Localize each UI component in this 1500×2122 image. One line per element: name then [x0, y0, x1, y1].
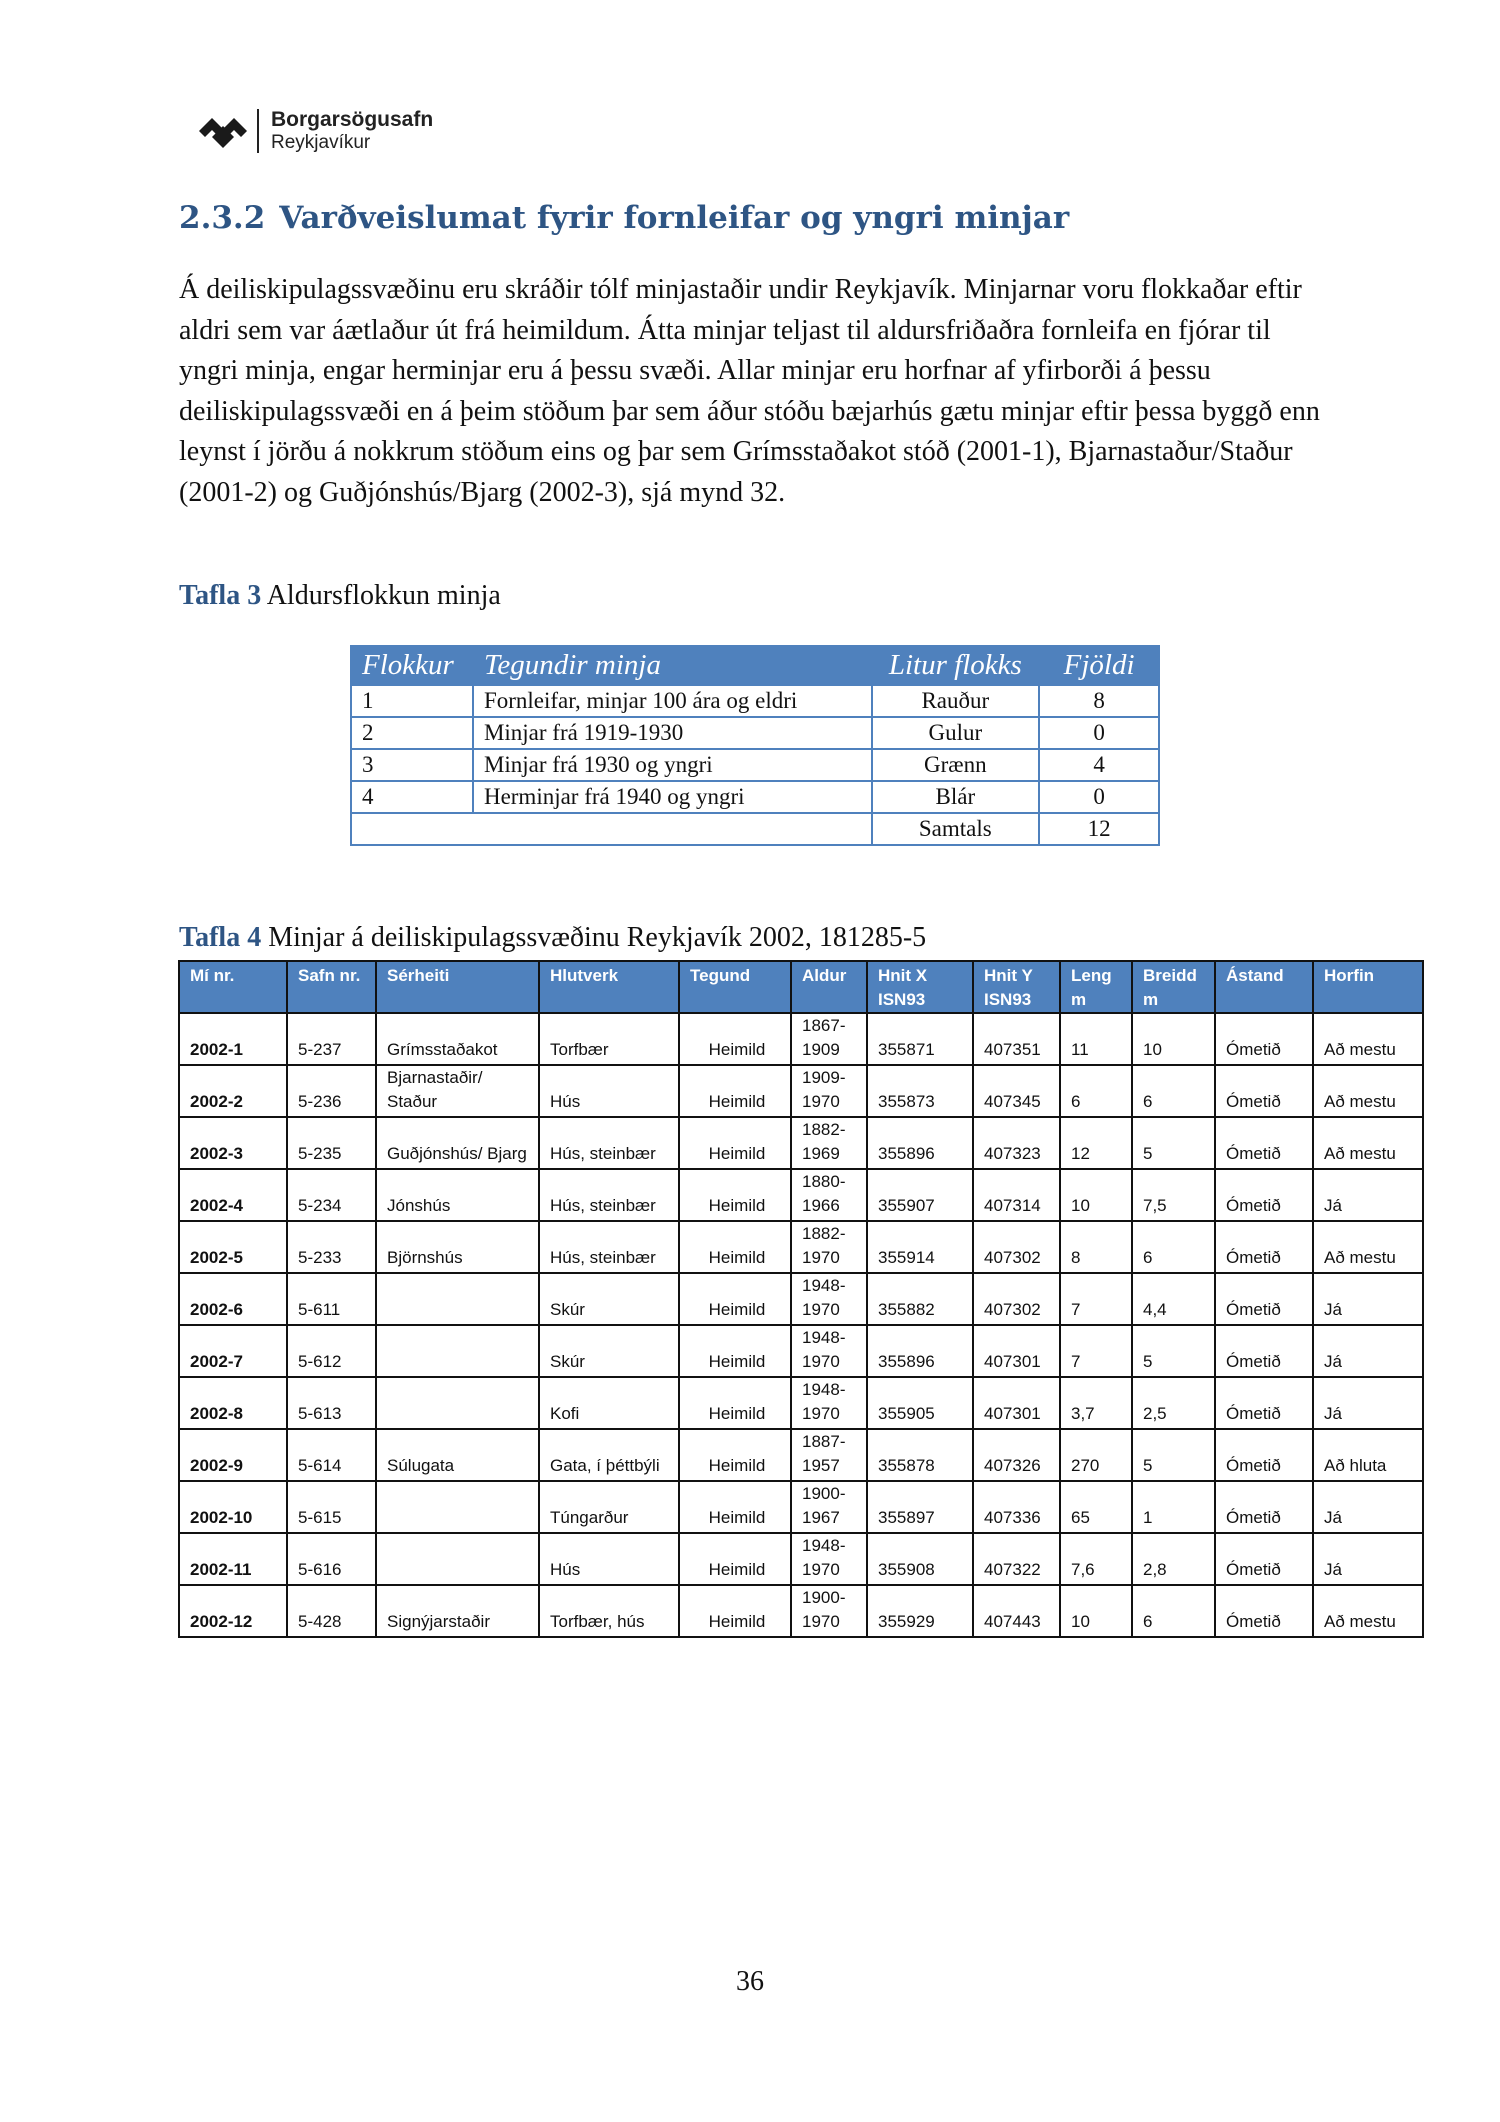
table-cell: Ómetið: [1215, 1429, 1313, 1481]
table-cell: Ómetið: [1215, 1325, 1313, 1377]
table-cell: 355908: [867, 1533, 973, 1585]
table-cell: Ómetið: [1215, 1117, 1313, 1169]
table-cell: Gata, í þéttbýli: [539, 1429, 679, 1481]
table-cell: [376, 1377, 539, 1429]
table-cell: Já: [1313, 1533, 1423, 1585]
table-cell: 0: [1039, 781, 1159, 813]
total-label: Samtals: [872, 813, 1040, 845]
table-cell: Signýjarstaðir: [376, 1585, 539, 1637]
table-cell: 4: [351, 781, 473, 813]
table-cell: Bjarnastaðir/ Staður: [376, 1065, 539, 1117]
logo-separator: [257, 109, 259, 153]
table4-header-cell: Horfin: [1313, 961, 1423, 1013]
table-cell: 355897: [867, 1481, 973, 1533]
table-cell: Grímsstaðakot: [376, 1013, 539, 1065]
table-cell: 1880-1966: [791, 1169, 867, 1221]
table-cell: [376, 1273, 539, 1325]
table-cell: 4: [1039, 749, 1159, 781]
table-row: [179, 1117, 1423, 1169]
table-cell: 2002-2: [179, 1065, 287, 1117]
section-number: 2.3.2: [179, 200, 266, 236]
table4-header-cell: Hnit X ISN93: [867, 961, 973, 1013]
table-cell: 407351: [973, 1013, 1060, 1065]
table-cell: 5-612: [287, 1325, 376, 1377]
table-cell: 65: [1060, 1481, 1132, 1533]
table-cell: Fornleifar, minjar 100 ára og eldri: [473, 685, 872, 717]
table-cell: 5-611: [287, 1273, 376, 1325]
table-cell: Að mestu: [1313, 1585, 1423, 1637]
table-cell: 2002-10: [179, 1481, 287, 1533]
table-cell: 2002-12: [179, 1585, 287, 1637]
table-cell: Já: [1313, 1169, 1423, 1221]
table-cell: Heimild: [679, 1377, 791, 1429]
table-cell: Ómetið: [1215, 1221, 1313, 1273]
table-cell: 355907: [867, 1169, 973, 1221]
table-cell: [376, 1533, 539, 1585]
table-row: [179, 1377, 1423, 1429]
table-cell: 270: [1060, 1429, 1132, 1481]
table-cell: Heimild: [679, 1117, 791, 1169]
table-cell: Skúr: [539, 1273, 679, 1325]
body-paragraph: Á deiliskipulagssvæðinu eru skráðir tólf minjastaðir undir Reykjavík. Minjarnar voru flokkaðar eftir aldri sem var áætlaður út frá heimildum. Átta minjar teljast til aldursfriðaðra fornleifa en fjórar til yngri minja, engar herminjar eru á þessu svæði. Allar minjar eru horfnar af yfirborði á þessu deiliskipulagssvæði en á þeim stöðum þar sem áður stóðu bæjarhús gætu minjar eftir þessa byggð enn leynst í jörðu á nokkrum stöðum eins og þar sem Grímsstaðakot stóð (2001-1), Bjarnastaður/Staður (2001-2) og Guðjónshús/Bjarg (2002-3), sjá mynd 32.: [179, 274, 1320, 508]
table-cell: 1948-1970: [791, 1377, 867, 1429]
page-number: 36: [736, 1966, 764, 1997]
table-cell: Heimild: [679, 1429, 791, 1481]
table-row: [179, 1429, 1423, 1481]
table-cell: 2,8: [1132, 1533, 1215, 1585]
table-cell: 10: [1132, 1013, 1215, 1065]
table4-header-cell: Mí nr.: [179, 961, 287, 1013]
table-cell: 7,5: [1132, 1169, 1215, 1221]
table-cell: Björnshús: [376, 1221, 539, 1273]
table-row: [351, 781, 1159, 813]
table-cell: [376, 1481, 539, 1533]
table-cell: 355873: [867, 1065, 973, 1117]
table-cell: 355896: [867, 1325, 973, 1377]
table-cell: 12: [1060, 1117, 1132, 1169]
table-cell: 2002-1: [179, 1013, 287, 1065]
table-cell: 5-613: [287, 1377, 376, 1429]
table-cell: Hús, steinbær: [539, 1117, 679, 1169]
table-cell: Túngarður: [539, 1481, 679, 1533]
table-row: [351, 717, 1159, 749]
table-cell: Ómetið: [1215, 1013, 1313, 1065]
table3-header-cell: Tegundir minja: [473, 646, 872, 685]
table-row: [179, 1585, 1423, 1637]
table-cell: 2002-7: [179, 1325, 287, 1377]
table-cell: 1882-1969: [791, 1117, 867, 1169]
table-cell: Ómetið: [1215, 1065, 1313, 1117]
table-row: [179, 1273, 1423, 1325]
table-cell: 407345: [973, 1065, 1060, 1117]
table-cell: 2,5: [1132, 1377, 1215, 1429]
table-cell: Já: [1313, 1325, 1423, 1377]
table-cell: 5-614: [287, 1429, 376, 1481]
table-cell: 1948-1970: [791, 1533, 867, 1585]
table-cell: 355905: [867, 1377, 973, 1429]
table-cell: Ómetið: [1215, 1533, 1313, 1585]
table-cell: Guðjónshús/ Bjarg: [376, 1117, 539, 1169]
table-cell: Rauður: [872, 685, 1040, 717]
table-cell: Að hluta: [1313, 1429, 1423, 1481]
table-cell: 355882: [867, 1273, 973, 1325]
table-cell: Heimild: [679, 1481, 791, 1533]
table-cell: 6: [1132, 1221, 1215, 1273]
table-cell: Herminjar frá 1940 og yngri: [473, 781, 872, 813]
table-cell: Hús: [539, 1065, 679, 1117]
table-cell: 6: [1060, 1065, 1132, 1117]
table4-caption-number: Tafla 4: [179, 922, 262, 953]
table4-header-cell: Sérheiti: [376, 961, 539, 1013]
table-cell: Að mestu: [1313, 1013, 1423, 1065]
table-cell: Torfbær: [539, 1013, 679, 1065]
table-cell: 2002-3: [179, 1117, 287, 1169]
table-cell: 5-234: [287, 1169, 376, 1221]
table-cell: 5-236: [287, 1065, 376, 1117]
table-cell: 6: [1132, 1585, 1215, 1637]
table-cell: Ómetið: [1215, 1169, 1313, 1221]
table-cell: 1: [1132, 1481, 1215, 1533]
table3-total-row: [351, 813, 1159, 845]
table-cell: 5-616: [287, 1533, 376, 1585]
section-title: Varðveislumat fyrir fornleifar og yngri minjar: [279, 200, 1070, 236]
section-heading: [179, 200, 1069, 236]
table-cell-empty: [351, 813, 872, 845]
table4-header-cell: Ástand: [1215, 961, 1313, 1013]
table-cell: 407301: [973, 1377, 1060, 1429]
table-cell: Hús, steinbær: [539, 1221, 679, 1273]
table-cell: 1900-1970: [791, 1585, 867, 1637]
table-cell: 0: [1039, 717, 1159, 749]
table4-header-cell: Hlutverk: [539, 961, 679, 1013]
table-cell: 407302: [973, 1273, 1060, 1325]
table-cell: Heimild: [679, 1065, 791, 1117]
logo-text: [271, 108, 433, 154]
table-cell: Heimild: [679, 1273, 791, 1325]
table-cell: 2002-11: [179, 1533, 287, 1585]
table4-header-cell: Tegund: [679, 961, 791, 1013]
table-cell: 2002-9: [179, 1429, 287, 1481]
table4-caption-text: Minjar á deiliskipulagssvæðinu Reykjavík 2002, 181285-5: [268, 922, 927, 953]
table4-header-row: [179, 961, 1423, 1013]
table4-header-cell: Aldur: [791, 961, 867, 1013]
table-cell: Torfbær, hús: [539, 1585, 679, 1637]
table3-header-cell: Flokkur: [351, 646, 473, 685]
table-cell: Ómetið: [1215, 1481, 1313, 1533]
table-cell: Gulur: [872, 717, 1040, 749]
table-cell: 407322: [973, 1533, 1060, 1585]
table-cell: 1867-1909: [791, 1013, 867, 1065]
table-cell: Kofi: [539, 1377, 679, 1429]
table-cell: 407336: [973, 1481, 1060, 1533]
table-cell: 407326: [973, 1429, 1060, 1481]
table-cell: 1: [351, 685, 473, 717]
table-cell: 407302: [973, 1221, 1060, 1273]
table3-header-cell: Litur flokks: [872, 646, 1040, 685]
table-cell: 5-615: [287, 1481, 376, 1533]
table-cell: Ómetið: [1215, 1377, 1313, 1429]
table-cell: 7,6: [1060, 1533, 1132, 1585]
age-classification-table: [350, 645, 1160, 846]
table-cell: 1887-1957: [791, 1429, 867, 1481]
table-cell: 1948-1970: [791, 1325, 867, 1377]
table-cell: Minjar frá 1919-1930: [473, 717, 872, 749]
table-cell: 407314: [973, 1169, 1060, 1221]
table4-header-cell: Breidd m: [1132, 961, 1215, 1013]
table-cell: 5-428: [287, 1585, 376, 1637]
table-cell: 2002-5: [179, 1221, 287, 1273]
table-cell: 1948-1970: [791, 1273, 867, 1325]
table4-header-cell: Leng m: [1060, 961, 1132, 1013]
table3-header-cell: Fjöldi: [1039, 646, 1159, 685]
table-cell: [376, 1325, 539, 1377]
table-row: [351, 685, 1159, 717]
table3-caption-number: Tafla 3: [179, 580, 262, 611]
table-cell: Heimild: [679, 1221, 791, 1273]
table-cell: Jónshús: [376, 1169, 539, 1221]
table-row: [179, 1533, 1423, 1585]
table-cell: Hús: [539, 1533, 679, 1585]
total-value: 12: [1039, 813, 1159, 845]
table4-header-cell: Hnit Y ISN93: [973, 961, 1060, 1013]
table-cell: 1900-1967: [791, 1481, 867, 1533]
table-cell: 8: [1039, 685, 1159, 717]
table-cell: 2: [351, 717, 473, 749]
table4-header-cell: Safn nr.: [287, 961, 376, 1013]
table-cell: 407443: [973, 1585, 1060, 1637]
table-cell: Já: [1313, 1481, 1423, 1533]
table-cell: Heimild: [679, 1169, 791, 1221]
table-cell: 5: [1132, 1117, 1215, 1169]
table-cell: 355896: [867, 1117, 973, 1169]
table-cell: 1909-1970: [791, 1065, 867, 1117]
table-cell: Ómetið: [1215, 1273, 1313, 1325]
table-cell: Að mestu: [1313, 1065, 1423, 1117]
table-cell: 5-233: [287, 1221, 376, 1273]
table-row: [179, 1169, 1423, 1221]
table-cell: 6: [1132, 1065, 1215, 1117]
table-cell: Ómetið: [1215, 1585, 1313, 1637]
table3-caption: [179, 580, 501, 612]
table-cell: Að mestu: [1313, 1117, 1423, 1169]
sites-table: [178, 960, 1424, 1638]
table-cell: 355878: [867, 1429, 973, 1481]
table-cell: 1882-1970: [791, 1221, 867, 1273]
table-cell: Skúr: [539, 1325, 679, 1377]
table-cell: 2002-4: [179, 1169, 287, 1221]
table-cell: Heimild: [679, 1013, 791, 1065]
table-cell: 407301: [973, 1325, 1060, 1377]
table3-caption-text: Aldursflokkun minja: [266, 580, 501, 611]
table-cell: Blár: [872, 781, 1040, 813]
logo-subtitle: Reykjavíkur: [271, 132, 371, 154]
table-cell: 5: [1132, 1325, 1215, 1377]
table-cell: 5: [1132, 1429, 1215, 1481]
table-cell: Já: [1313, 1273, 1423, 1325]
table-cell: 8: [1060, 1221, 1132, 1273]
table-cell: 10: [1060, 1585, 1132, 1637]
table4-caption: [179, 922, 926, 954]
table-cell: 355914: [867, 1221, 973, 1273]
logo-mark-icon: [195, 109, 251, 153]
table-cell: 7: [1060, 1325, 1132, 1377]
table-row: [179, 1481, 1423, 1533]
table-cell: Heimild: [679, 1325, 791, 1377]
table-row: [179, 1221, 1423, 1273]
table-row: [351, 749, 1159, 781]
table-cell: 5-237: [287, 1013, 376, 1065]
logo: [195, 104, 433, 158]
table-row: [179, 1065, 1423, 1117]
table-cell: 3: [351, 749, 473, 781]
table-cell: 5-235: [287, 1117, 376, 1169]
table-cell: 4,4: [1132, 1273, 1215, 1325]
table-cell: 355871: [867, 1013, 973, 1065]
logo-name: Borgarsögusafn: [271, 108, 434, 131]
table-cell: Súlugata: [376, 1429, 539, 1481]
table-row: [179, 1325, 1423, 1377]
table-cell: 2002-8: [179, 1377, 287, 1429]
table-cell: Já: [1313, 1377, 1423, 1429]
table-cell: Heimild: [679, 1585, 791, 1637]
table-cell: 407323: [973, 1117, 1060, 1169]
table-cell: 355929: [867, 1585, 973, 1637]
table-cell: 7: [1060, 1273, 1132, 1325]
table-cell: Minjar frá 1930 og yngri: [473, 749, 872, 781]
table-cell: 2002-6: [179, 1273, 287, 1325]
table-cell: 3,7: [1060, 1377, 1132, 1429]
table-cell: 10: [1060, 1169, 1132, 1221]
table-cell: 11: [1060, 1013, 1132, 1065]
table-cell: Heimild: [679, 1533, 791, 1585]
table-row: [179, 1013, 1423, 1065]
table-cell: Að mestu: [1313, 1221, 1423, 1273]
table3-header-row: [351, 646, 1159, 685]
table-cell: Hús, steinbær: [539, 1169, 679, 1221]
table-cell: Grænn: [872, 749, 1040, 781]
